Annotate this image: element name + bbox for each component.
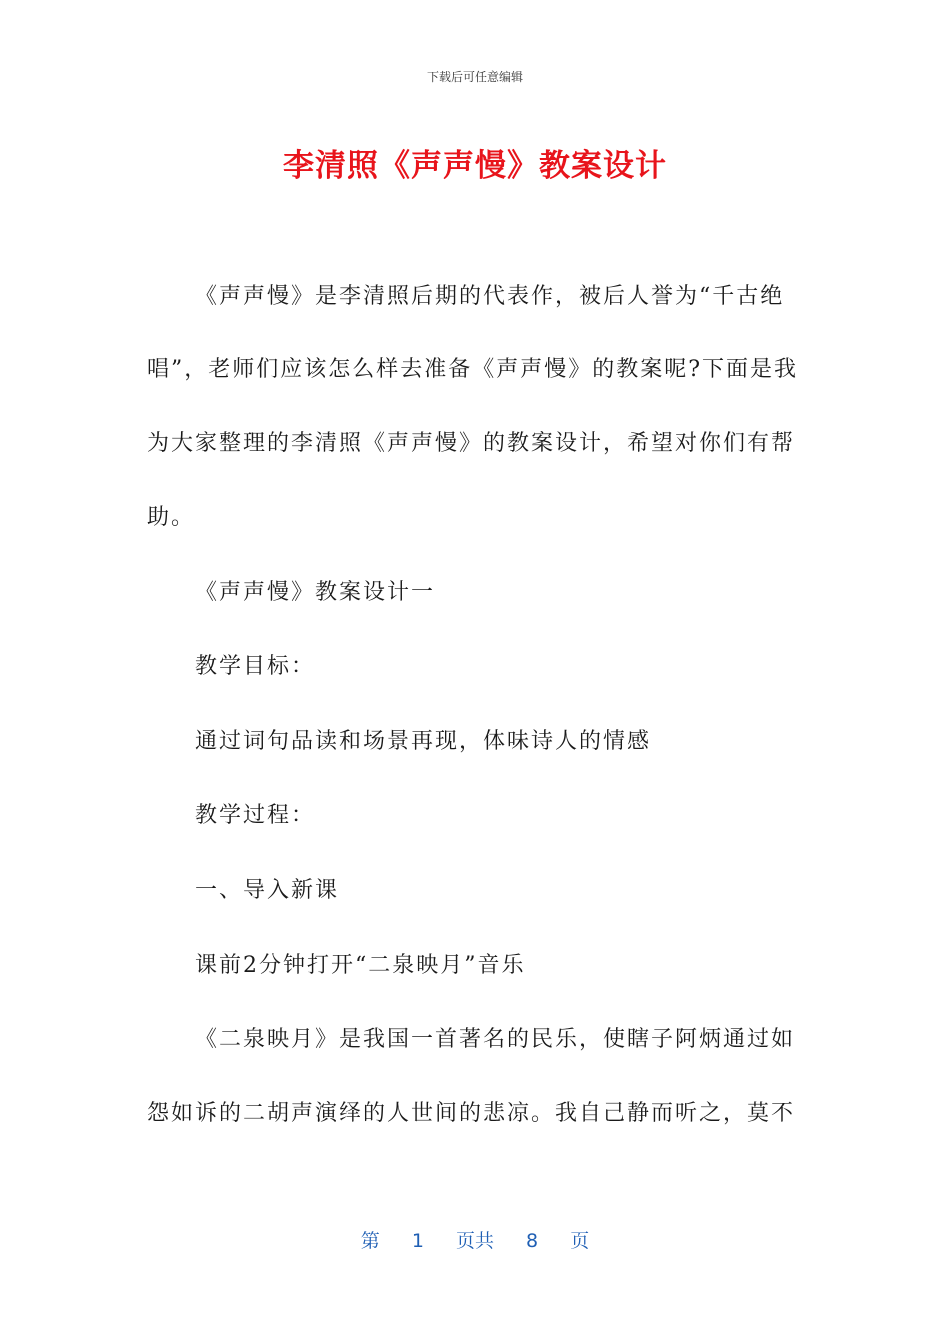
footer-current-page: 1: [411, 1230, 424, 1252]
paragraph-line: 《二泉映月》是我国一首著名的民乐，使瞎子阿炳通过如: [195, 1027, 796, 1052]
footer-prefix: 第: [360, 1230, 380, 1252]
paragraph-line: 通过词句品读和场景再现，体味诗人的情感: [195, 729, 652, 754]
footer-total-pages: 8: [526, 1230, 539, 1252]
paragraph-line: 《声声慢》是李清照后期的代表作，被后人誉为“千古绝: [195, 284, 785, 309]
paragraph-line: 唱”，老师们应该怎么样去准备《声声慢》的教案呢?下面是我: [147, 357, 799, 382]
subheading: 一、导入新课: [195, 878, 340, 903]
footer-suffix: 页: [570, 1230, 590, 1252]
paragraph-line: 助。: [147, 505, 196, 530]
subheading: 教学过程：: [195, 803, 316, 828]
footer-middle: 页共: [455, 1230, 494, 1252]
paragraph-line: 怨如诉的二胡声演绎的人世间的悲凉。我自己静而听之，莫不: [147, 1101, 796, 1126]
document-title: 李清照《声声慢》教案设计: [283, 148, 667, 184]
paragraph-line: 为大家整理的李清照《声声慢》的教案设计，希望对你们有帮: [147, 431, 796, 456]
section-heading: 《声声慢》教案设计一: [195, 580, 436, 605]
page-header-note: 下载后可任意编辑: [426, 70, 523, 84]
page-footer: [0, 1226, 950, 1253]
subheading: 教学目标：: [195, 654, 316, 679]
paragraph-line: 课前2分钟打开“二泉映月”音乐: [195, 953, 526, 978]
